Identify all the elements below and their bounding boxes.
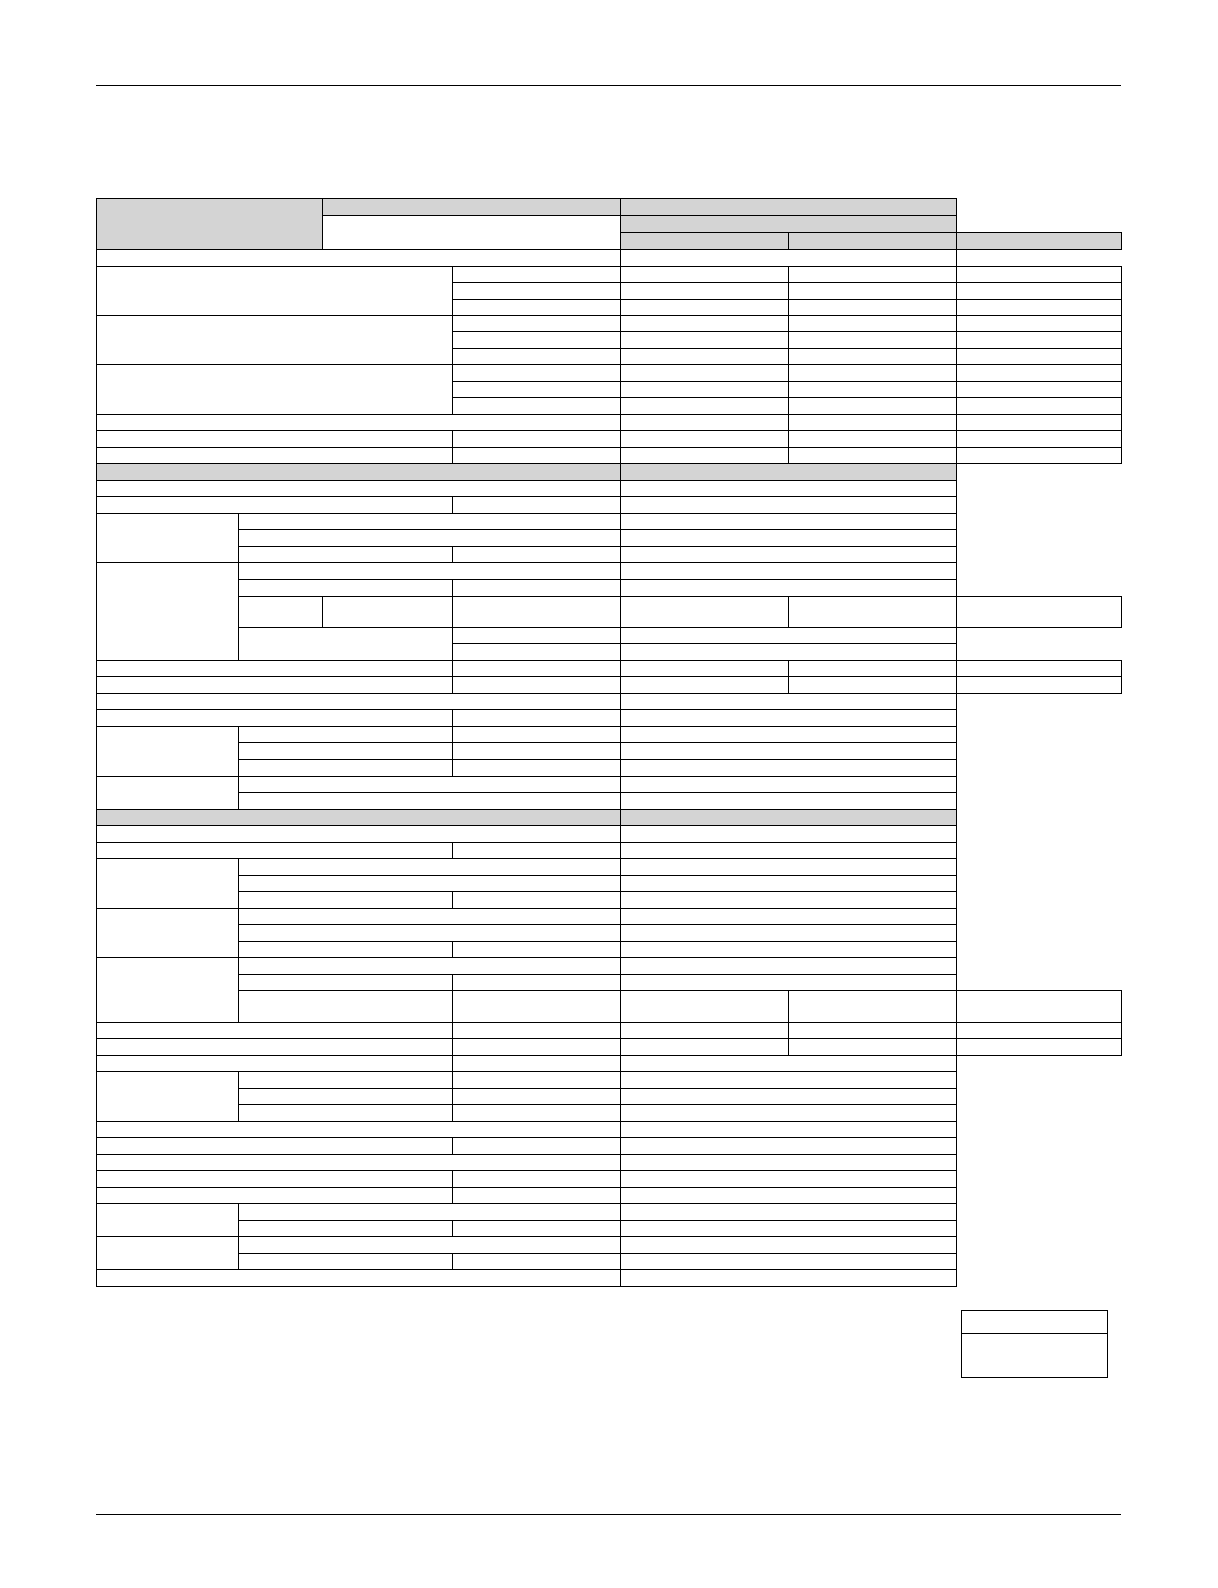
table-cell-r57-c5 (621, 1171, 957, 1188)
table-cell-r48-c0 (97, 1023, 453, 1039)
table-cell-r17-c5 (621, 481, 957, 497)
table-cell-r8-c6 (789, 332, 957, 349)
table-cell-r15-c4 (453, 448, 621, 464)
table-cell-r44-c1 (239, 942, 453, 958)
table-cell-r44-c4 (453, 942, 621, 958)
table-cell-r61-c0 (97, 1237, 239, 1270)
table-cell-r24-c7 (957, 597, 1122, 628)
table-cell-r51-c1 (239, 1072, 453, 1089)
table-cell-r43-c5 (621, 925, 957, 942)
table-cell-r62-c1 (239, 1254, 453, 1270)
table-cell-r11-c4 (453, 382, 621, 398)
table-cell-r25-c5 (621, 628, 957, 644)
table-cell-r34-c1 (239, 777, 621, 793)
table-cell-r53-c4 (453, 1105, 621, 1122)
table-cell-r38-c0 (97, 843, 453, 859)
table-cell-r12-c4 (453, 398, 621, 415)
table-cell-r62-c4 (453, 1254, 621, 1270)
footer-rule (96, 1514, 1121, 1515)
table-cell-r41-c4 (453, 892, 621, 909)
table-cell-r11-c5 (621, 382, 789, 398)
table-cell-r23-c5 (621, 580, 957, 597)
table-cell-r63-c5 (621, 1270, 957, 1287)
table-cell-r24-c6 (789, 597, 957, 628)
table-cell-r15-c0 (97, 448, 453, 464)
table-cell-r31-c4 (453, 727, 621, 743)
table-cell-r37-c0 (97, 826, 621, 843)
table-cell-r4-c6 (789, 267, 957, 283)
table-cell-r49-c7 (957, 1039, 1122, 1056)
table-cell-r51-c4 (453, 1072, 621, 1089)
table-cell-r3-c5 (621, 250, 957, 267)
table-cell-r11-c6 (789, 382, 957, 398)
table-cell-r42-c0 (97, 909, 239, 958)
table-cell-r23-c4 (453, 580, 621, 597)
table-cell-r43-c1 (239, 925, 621, 942)
table-cell-r33-c5 (621, 760, 957, 777)
table-cell-r54-c0 (97, 1122, 621, 1138)
table-cell-r36-c5 (621, 810, 957, 826)
table-cell-r60-c5 (621, 1221, 957, 1237)
table-cell-r42-c5 (621, 909, 957, 925)
table-cell-r20-c5 (621, 530, 957, 547)
table-cell-r24-c2 (323, 597, 453, 628)
table-cell-r52-c5 (621, 1089, 957, 1105)
table-cell-r14-c4 (453, 431, 621, 448)
table-cell-r39-c5 (621, 859, 957, 876)
table-cell-r25-c1 (239, 628, 453, 661)
table-cell-r14-c6 (789, 431, 957, 448)
table-cell-r7-c0 (97, 316, 453, 365)
table-cell-r11-c7 (957, 382, 1122, 398)
table-cell-r5-c4 (453, 283, 621, 300)
table-cell-r9-c7 (957, 349, 1122, 365)
table-cell-r30-c5 (621, 710, 957, 727)
table-cell-r0-c2 (323, 199, 621, 216)
table-cell-r34-c5 (621, 777, 957, 793)
table-cell-r6-c4 (453, 300, 621, 316)
table-cell-r28-c5 (621, 677, 789, 694)
table-cell-r28-c6 (789, 677, 957, 694)
table-cell-r14-c0 (97, 431, 453, 448)
table-cell-r25-c4 (453, 628, 621, 644)
table-cell-r8-c4 (453, 332, 621, 349)
table-cell-r22-c5 (621, 563, 957, 580)
note-box (961, 1310, 1108, 1378)
table-cell-r9-c6 (789, 349, 957, 365)
table-cell-r19-c0 (97, 514, 239, 563)
table-cell-r32-c4 (453, 743, 621, 760)
table-cell-r7-c5 (621, 316, 789, 332)
table-cell-r31-c5 (621, 727, 957, 743)
table-cell-r15-c5 (621, 448, 789, 464)
table-cell-r24-c5 (621, 597, 789, 628)
table-cell-r4-c4 (453, 267, 621, 283)
table-cell-r38-c4 (453, 843, 621, 859)
table-cell-r5-c7 (957, 283, 1122, 300)
table-cell-r26-c5 (621, 644, 957, 661)
table-cell-r33-c1 (239, 760, 453, 777)
table-cell-r12-c6 (789, 398, 957, 415)
table-cell-r23-c1 (239, 580, 453, 597)
table-cell-r53-c1 (239, 1105, 453, 1122)
table-cell-r5-c5 (621, 283, 789, 300)
table-cell-r52-c4 (453, 1089, 621, 1105)
table-cell-r49-c5 (621, 1039, 789, 1056)
table-cell-r16-c5 (621, 464, 957, 481)
table-cell-r2-c5 (621, 233, 789, 250)
table-cell-r60-c1 (239, 1221, 453, 1237)
table-cell-r42-c1 (239, 909, 621, 925)
table-cell-r4-c7 (957, 267, 1122, 283)
table-cell-r13-c6 (789, 415, 957, 431)
table-cell-r4-c0 (97, 267, 453, 316)
table-cell-r29-c0 (97, 694, 621, 710)
table-cell-r62-c5 (621, 1254, 957, 1270)
table-cell-r8-c7 (957, 332, 1122, 349)
table-cell-r47-c4 (453, 991, 621, 1023)
table-cell-r50-c5 (621, 1056, 957, 1072)
table-cell-r5-c6 (789, 283, 957, 300)
table-cell-r4-c5 (621, 267, 789, 283)
table-cell-r44-c5 (621, 942, 957, 958)
table-cell-r1-c5 (621, 216, 957, 233)
table-cell-r26-c4 (453, 644, 621, 661)
table-cell-r32-c5 (621, 743, 957, 760)
table-cell-r15-c6 (789, 448, 957, 464)
table-cell-r39-c0 (97, 859, 239, 909)
table-cell-r45-c5 (621, 958, 957, 975)
table-cell-r47-c7 (957, 991, 1122, 1023)
table-cell-r6-c7 (957, 300, 1122, 316)
table-cell-r55-c4 (453, 1138, 621, 1155)
table-cell-r47-c1 (239, 991, 453, 1023)
table-cell-r32-c1 (239, 743, 453, 760)
table-cell-r60-c4 (453, 1221, 621, 1237)
table-cell-r27-c7 (957, 661, 1122, 677)
table-cell-r7-c4 (453, 316, 621, 332)
table-cell-r24-c1 (239, 597, 323, 628)
table-cell-r19-c1 (239, 514, 621, 530)
table-cell-r10-c0 (97, 365, 453, 415)
table-cell-r28-c7 (957, 677, 1122, 694)
table-cell-r54-c5 (621, 1122, 957, 1138)
table-cell-r21-c1 (239, 547, 453, 563)
table-cell-r10-c5 (621, 365, 789, 382)
table-cell-r30-c4 (453, 710, 621, 727)
table-cell-r59-c1 (239, 1204, 621, 1221)
table-cell-r22-c1 (239, 563, 621, 580)
table-cell-r14-c5 (621, 431, 789, 448)
table-cell-r58-c0 (97, 1188, 453, 1204)
table-cell-r0-c0 (97, 199, 323, 250)
table-cell-r9-c5 (621, 349, 789, 365)
table-cell-r48-c4 (453, 1023, 621, 1039)
table-cell-r49-c0 (97, 1039, 453, 1056)
table-cell-r31-c0 (97, 727, 239, 777)
table-cell-r50-c0 (97, 1056, 453, 1072)
table-cell-r33-c4 (453, 760, 621, 777)
table-cell-r18-c4 (453, 497, 621, 514)
table-cell-r29-c5 (621, 694, 957, 710)
table-cell-r51-c5 (621, 1072, 957, 1089)
table-cell-r21-c5 (621, 547, 957, 563)
table-cell-r7-c7 (957, 316, 1122, 332)
table-cell-r46-c5 (621, 975, 957, 991)
table-cell-r55-c0 (97, 1138, 453, 1155)
table-cell-r47-c6 (789, 991, 957, 1023)
table-cell-r46-c4 (453, 975, 621, 991)
table-cell-r9-c4 (453, 349, 621, 365)
table-cell-r24-c4 (453, 597, 621, 628)
table-cell-r46-c1 (239, 975, 453, 991)
table-cell-r41-c5 (621, 892, 957, 909)
table-cell-r18-c0 (97, 497, 453, 514)
table-cell-r41-c1 (239, 892, 453, 909)
table-cell-r36-c0 (97, 810, 621, 826)
table-cell-r61-c5 (621, 1237, 957, 1254)
table-cell-r10-c4 (453, 365, 621, 382)
table-cell-r0-c5 (621, 199, 957, 216)
table-cell-r59-c0 (97, 1204, 239, 1237)
table-cell-r45-c1 (239, 958, 621, 975)
table-cell-r21-c4 (453, 547, 621, 563)
table-cell-r15-c7 (957, 448, 1122, 464)
table-cell-r27-c6 (789, 661, 957, 677)
table-cell-r18-c5 (621, 497, 957, 514)
table-cell-r28-c0 (97, 677, 453, 694)
table-cell-r17-c0 (97, 481, 621, 497)
table-cell-r55-c5 (621, 1138, 957, 1155)
table-cell-r48-c5 (621, 1023, 789, 1039)
table-cell-r6-c5 (621, 300, 789, 316)
table-cell-r6-c6 (789, 300, 957, 316)
table-cell-r27-c5 (621, 661, 789, 677)
table-cell-r13-c5 (621, 415, 789, 431)
table-cell-r57-c4 (453, 1171, 621, 1188)
table-cell-r47-c5 (621, 991, 789, 1023)
table-cell-r49-c6 (789, 1039, 957, 1056)
table-cell-r63-c0 (97, 1270, 621, 1287)
table-cell-r10-c7 (957, 365, 1122, 382)
table-cell-r45-c0 (97, 958, 239, 1023)
table-cell-r28-c4 (453, 677, 621, 694)
table-cell-r22-c0 (97, 563, 239, 661)
table-cell-r3-c0 (97, 250, 621, 267)
table-cell-r19-c5 (621, 514, 957, 530)
table-cell-r1-c2 (323, 216, 621, 250)
table-cell-r12-c7 (957, 398, 1122, 415)
table-cell-r40-c5 (621, 876, 957, 892)
table-cell-r59-c5 (621, 1204, 957, 1221)
table-cell-r50-c4 (453, 1056, 621, 1072)
table-cell-r16-c0 (97, 464, 621, 481)
table-cell-r56-c0 (97, 1155, 621, 1171)
table-cell-r12-c5 (621, 398, 789, 415)
table-cell-r56-c5 (621, 1155, 957, 1171)
table-cell-r40-c1 (239, 876, 621, 892)
table-cell-r61-c1 (239, 1237, 621, 1254)
table-cell-r58-c5 (621, 1188, 957, 1204)
table-cell-r30-c0 (97, 710, 453, 727)
table-cell-r10-c6 (789, 365, 957, 382)
table-cell-r20-c1 (239, 530, 621, 547)
table-cell-r7-c6 (789, 316, 957, 332)
table-cell-r35-c1 (239, 793, 621, 810)
table-cell-r8-c5 (621, 332, 789, 349)
table-cell-r51-c0 (97, 1072, 239, 1122)
table-cell-r52-c1 (239, 1089, 453, 1105)
table-cell-r27-c4 (453, 661, 621, 677)
table-cell-r57-c0 (97, 1171, 453, 1188)
table-cell-r2-c7 (957, 233, 1122, 250)
table-cell-r31-c1 (239, 727, 453, 743)
table-cell-r13-c0 (97, 415, 621, 431)
table-cell-r48-c7 (957, 1023, 1122, 1039)
table-cell-r13-c7 (957, 415, 1122, 431)
table-cell-r34-c0 (97, 777, 239, 810)
note-box-divider (962, 1333, 1107, 1334)
table-cell-r48-c6 (789, 1023, 957, 1039)
table-cell-r37-c5 (621, 826, 957, 843)
table-cell-r2-c6 (789, 233, 957, 250)
table-cell-r35-c5 (621, 793, 957, 810)
table-cell-r58-c4 (453, 1188, 621, 1204)
table-cell-r14-c7 (957, 431, 1122, 448)
table-cell-r39-c1 (239, 859, 621, 876)
table-cell-r49-c4 (453, 1039, 621, 1056)
table-cell-r53-c5 (621, 1105, 957, 1122)
table-cell-r38-c5 (621, 843, 957, 859)
table-cell-r27-c0 (97, 661, 453, 677)
